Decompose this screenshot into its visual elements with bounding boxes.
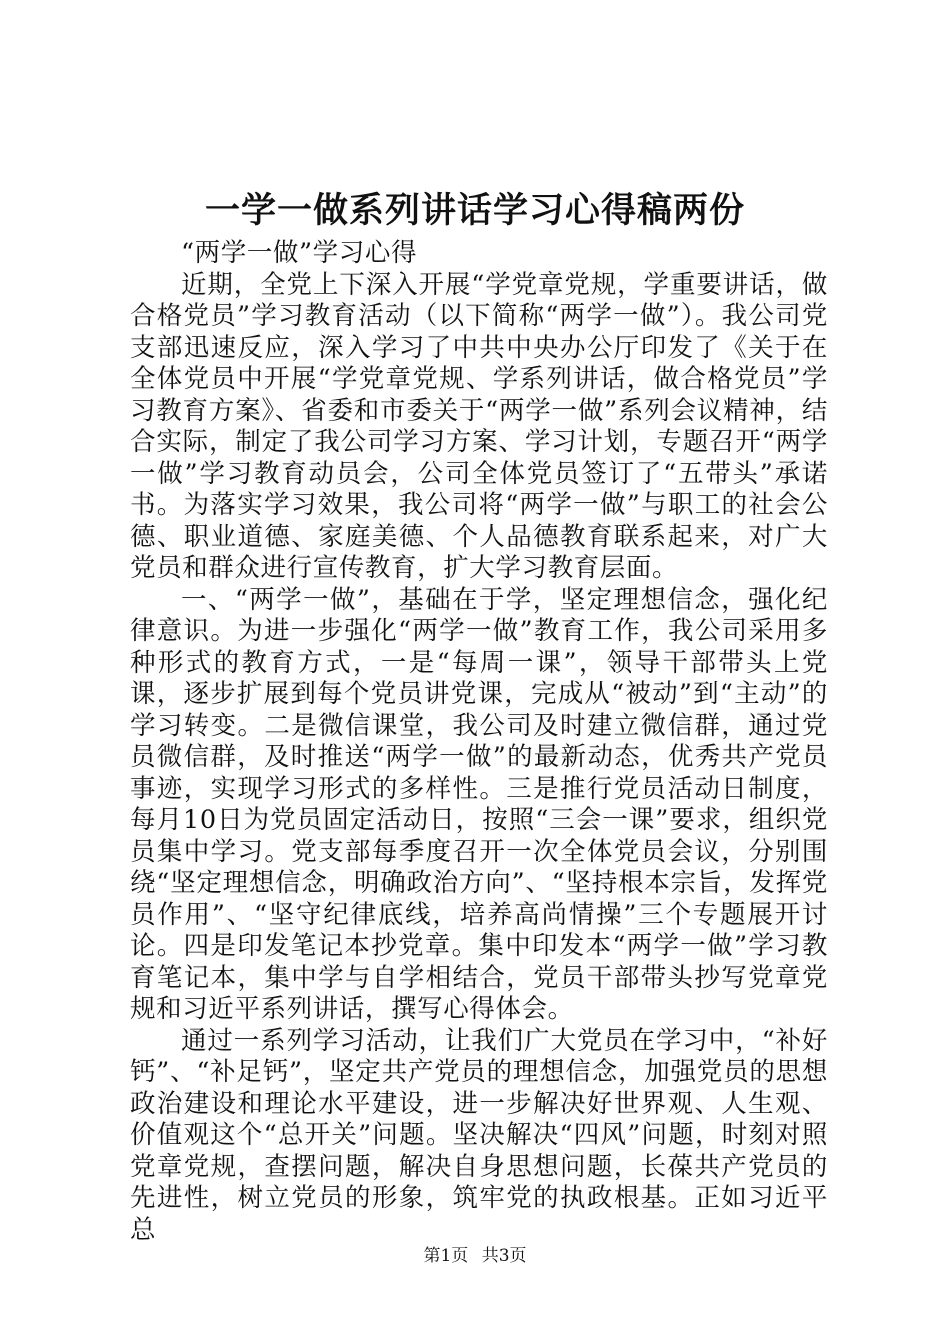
paragraph-2: 一、“两学一做”，基础在于学，坚定理想信念，强化纪律意识。为进一步强化“两学一做”教育工作，我公司采用多种形式的教育方式，一是“每周一课”，领导干部带头上党课，逐步扩展到每个党员讲党课，完成从“被动”到“主动”的学习转变。二是微信课堂，我公司及时建立微信群，通过党员微信群，及时推送“两学一做”的最新动态，优秀共产党员事迹，实现学习形式的多样性。三是推行党员活动日制度，每月10日为党员固定活动日，按照“三会一课”要求，组织党员集中学习。党支部每季度召开一次全体党员会议，分别围绕“坚定理想信念，明确政治方向”、“坚持根本宗旨，发挥党员作用”、“坚守纪律底线，培养高尚情操”三个专题展开讨论。四是印发笔记本抄党章。集中印发本“两学一做”学习教育笔记本，集中学与自学相结合，党员干部带头抄写党章党规和习近平系列讲话，撰写心得体会。 xyxy=(130,584,828,1024)
document-body xyxy=(130,238,828,1246)
page-number: 第1页 xyxy=(423,1246,469,1266)
page-total: 共3页 xyxy=(481,1246,527,1266)
document-title: 一学一做系列讲话学习心得稿两份 xyxy=(204,190,745,231)
paragraph-1: 近期，全党上下深入开展“学党章党规，学重要讲话，做合格党员”学习教育活动（以下简称“两学一做”）。我公司党支部迅速反应，深入学习了中共中央办公厅印发了《关于在全体党员中开展“学党章党规、学系列讲话，做合格党员”学习教育方案》、省委和市委关于“两学一做”系列会议精神，结合实际，制定了我公司学习方案、学习计划，专题召开“两学一做”学习教育动员会，公司全体党员签订了“五带头”承诺书。为落实学习效果，我公司将“两学一做”与职工的社会公德、职业道德、家庭美德、个人品德教育联系起来，对广大党员和群众进行宣传教育，扩大学习教育层面。 xyxy=(130,269,828,583)
page-footer xyxy=(0,1244,950,1268)
paragraph-3: 通过一系列学习活动，让我们广大党员在学习中，“补好钙”、“补足钙”，坚定共产党员的理想信念，加强党员的思想政治建设和理论水平建设，进一步解决好世界观、人生观、价值观这个“总开关”问题。坚决解决“四风”问题，时刻对照党章党规，查摆问题，解决自身思想问题，长葆共产党员的先进性，树立党员的形象，筑牢党的执政根基。正如习近平总 xyxy=(130,1025,828,1245)
document-subtitle: “两学一做”学习心得 xyxy=(181,238,418,268)
